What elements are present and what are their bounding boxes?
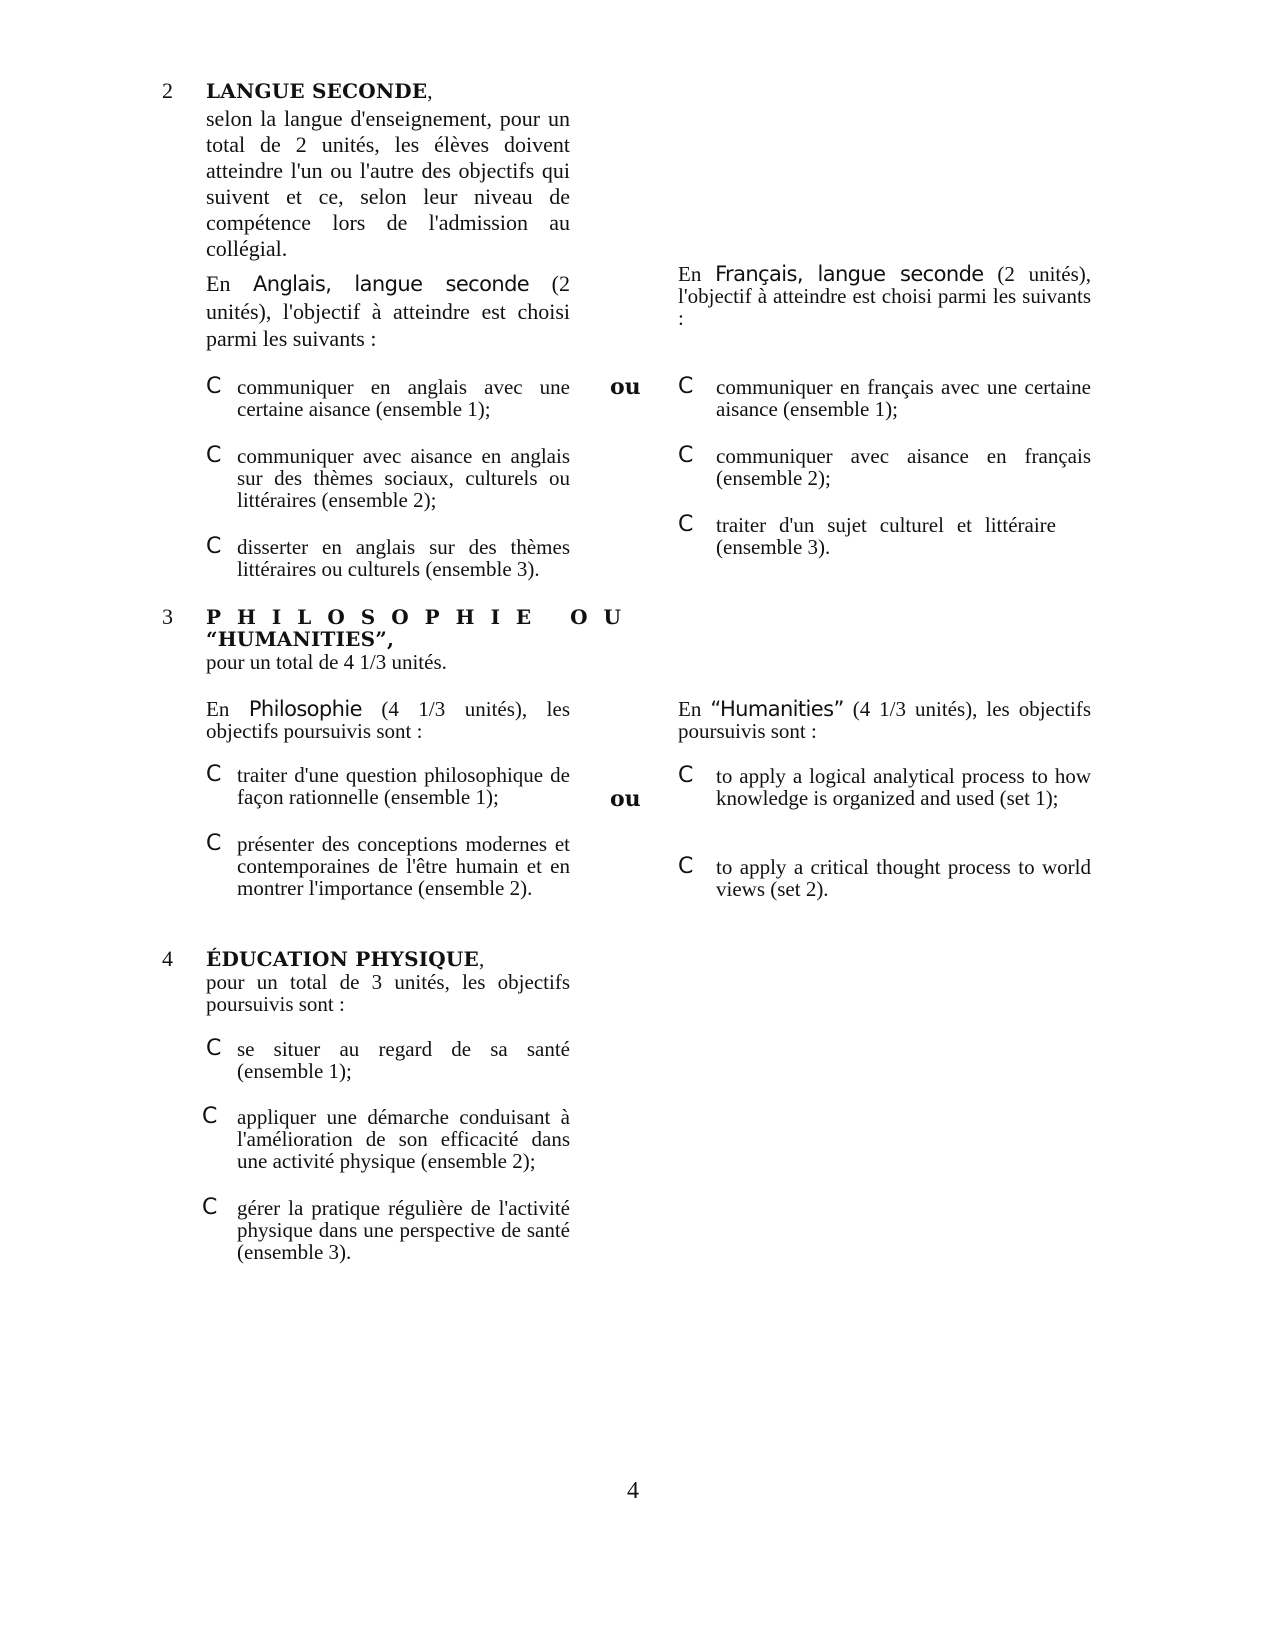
- list-item: communiquer avec aisance en anglais sur des thèmes sociaux, culturels ou littéraires (ensemble 2);: [237, 444, 570, 512]
- section-3-number: 3: [162, 604, 173, 629]
- bullet-icon: C: [678, 512, 694, 537]
- lead-pre: En: [206, 271, 253, 296]
- or-label: ou: [610, 786, 641, 812]
- bullet-icon: C: [206, 534, 222, 559]
- bullet-icon: C: [678, 763, 694, 788]
- lead-pre: En: [206, 697, 249, 721]
- list-item: appliquer une démarche conduisant à l'amélioration de son efficacité dans une activité physique (ensemble 2);: [237, 1105, 570, 1173]
- section-3-right-lead: [678, 698, 1091, 742]
- list-item: communiquer en français avec une certaine aisance (ensemble 1);: [716, 375, 1091, 421]
- bullet-icon: C: [206, 831, 222, 856]
- list-item: se situer au regard de sa santé (ensemble 1);: [237, 1037, 570, 1083]
- bullet-icon: C: [206, 374, 222, 399]
- bullet-icon: C: [678, 854, 694, 879]
- section-2-left-lead: [206, 270, 570, 352]
- list-item: to apply a logical analytical process to how knowledge is organized and used (set 1);: [716, 764, 1091, 810]
- section-3-intro: pour un total de 4 1/3 unités.: [206, 650, 447, 674]
- or-label: ou: [610, 374, 641, 400]
- list-item: communiquer en anglais avec une certaine aisance (ensemble 1);: [237, 375, 570, 421]
- section-2-number: 2: [162, 78, 173, 103]
- list-item: communiquer avec aisance en français (ensemble 2);: [716, 444, 1091, 490]
- section-4-title: ÉDUCATION PHYSIQUE: [206, 947, 479, 971]
- bullet-icon: C: [202, 1104, 218, 1129]
- section-4-title-suffix: ,: [479, 947, 485, 971]
- section-4-heading: [206, 948, 576, 970]
- lead-post: (2 unités), l'objectif à atteindre est choisi parmi les suivants :: [678, 262, 1091, 330]
- bullet-icon: C: [678, 443, 694, 468]
- lead-post: (4 1/3 unités), les objectifs poursuivis sont :: [206, 697, 571, 743]
- lead-pre: En: [678, 697, 711, 721]
- course-name-humanities: “Humanities”: [710, 697, 844, 721]
- section-2-title: LANGUE SECONDE: [206, 79, 428, 103]
- course-name-anglais: Anglais, langue seconde: [252, 272, 530, 296]
- course-name-philosophie: Philosophie: [248, 697, 362, 721]
- lead-pre: En: [678, 262, 716, 286]
- section-3-title-line1: PHILOSOPHIE OU: [206, 605, 638, 629]
- list-item: to apply a critical thought process to world views (set 2).: [716, 855, 1091, 901]
- lead-post: (2 unités), l'objectif à atteindre est choisi parmi les suivants :: [206, 271, 570, 351]
- section-4-number: 4: [162, 946, 173, 971]
- section-3-left-lead: [206, 698, 570, 742]
- section-2-right-lead: [678, 263, 1091, 329]
- bullet-icon: C: [206, 1036, 222, 1061]
- lead-post: (4 1/3 unités), les objectifs poursuivis sont :: [678, 697, 1092, 743]
- list-item: traiter d'une question philosophique de façon rationnelle (ensemble 1);: [237, 763, 570, 809]
- bullet-icon: C: [202, 1195, 218, 1220]
- course-name-francais: Français, langue seconde: [715, 262, 984, 286]
- section-2-intro: selon la langue d'enseignement, pour un total de 2 unités, les élèves doivent atteindre l'un ou l'autre des objectifs qui suivent et ce, selon leur niveau de compétence lors de l'admission au collégial.: [206, 106, 570, 261]
- list-item: traiter d'un sujet culturel et littéraire (ensemble 3).: [716, 513, 1056, 559]
- bullet-icon: C: [206, 443, 222, 468]
- section-2-title-suffix: ,: [427, 79, 433, 103]
- list-item: présenter des conceptions modernes et contemporaines de l'être humain et en montrer l'importance (ensemble 2).: [237, 832, 570, 900]
- section-4-intro: pour un total de 3 unités, les objectifs poursuivis sont :: [206, 970, 570, 1016]
- list-item: disserter en anglais sur des thèmes littéraires ou culturels (ensemble 3).: [237, 535, 570, 581]
- bullet-icon: C: [206, 762, 222, 787]
- page-number: 4: [627, 1478, 639, 1504]
- list-item: gérer la pratique régulière de l'activité physique dans une perspective de santé (ensemble 3).: [237, 1196, 570, 1264]
- section-3-title-line2: “HUMANITIES”,: [206, 627, 395, 651]
- section-2-heading: [206, 80, 576, 102]
- bullet-icon: C: [678, 374, 694, 399]
